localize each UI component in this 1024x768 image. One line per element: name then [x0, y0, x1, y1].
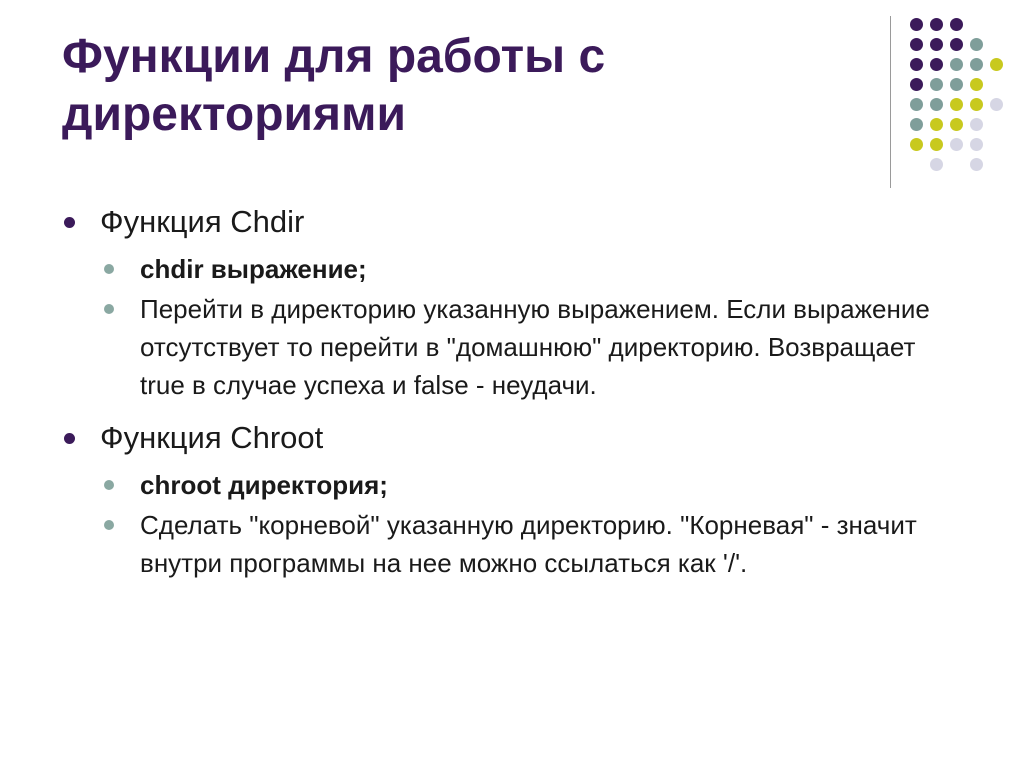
decorative-dot: [930, 58, 943, 71]
decorative-dot: [910, 78, 923, 91]
decorative-dot: [990, 58, 1003, 71]
decorative-dot: [910, 18, 923, 31]
decorative-dot: [910, 138, 923, 151]
decorative-dot: [930, 138, 943, 151]
decorative-dot-grid: [900, 14, 1020, 174]
decorative-dot: [950, 98, 963, 111]
bullet-icon: [104, 480, 114, 490]
list-item-text: Сделать "корневой" указанную директорию. "Корневая" - значит внутри программы на нее можно ссылаться как '/'.: [140, 510, 917, 578]
decorative-dot: [950, 58, 963, 71]
list-item-chroot-description: [100, 506, 960, 582]
list-item-text: chdir выражение;: [140, 254, 367, 284]
section-heading-chdir: [62, 200, 962, 244]
decorative-dot: [950, 18, 963, 31]
decorative-dot: [950, 118, 963, 131]
decorative-dot: [970, 58, 983, 71]
decorative-dot: [930, 78, 943, 91]
section-heading-text: Функция Chroot: [100, 420, 324, 455]
section-heading-chroot: [62, 416, 962, 460]
list-item-chdir-description: [100, 290, 960, 404]
bullet-icon: [64, 433, 75, 444]
decorative-dot: [950, 138, 963, 151]
bullet-icon: [104, 264, 114, 274]
list-item-text: Перейти в директорию указанную выражением. Если выражение отсутствует то перейти в "домашнюю" директорию. Возвращает true в случае успеха и false - неудачи.: [140, 294, 930, 400]
list-item-text: chroot директория;: [140, 470, 388, 500]
bullet-icon: [64, 217, 75, 228]
decorative-dot: [970, 38, 983, 51]
decorative-dot: [930, 118, 943, 131]
bullet-icon: [104, 520, 114, 530]
decorative-dot: [910, 38, 923, 51]
decorative-dot: [950, 38, 963, 51]
decorative-dot: [930, 18, 943, 31]
decorative-dot: [910, 118, 923, 131]
decorative-dot: [950, 78, 963, 91]
decorative-dot: [970, 118, 983, 131]
decorative-dot: [930, 38, 943, 51]
slide-content: [62, 200, 962, 584]
list-item-chdir-syntax: [100, 250, 960, 288]
title-divider-line: [890, 16, 891, 188]
decorative-dot: [970, 158, 983, 171]
decorative-dot: [930, 98, 943, 111]
decorative-dot: [970, 78, 983, 91]
bullet-icon: [104, 304, 114, 314]
decorative-dot: [970, 98, 983, 111]
slide-title: Функции для работы с директориями: [62, 30, 606, 141]
section-heading-text: Функция Chdir: [100, 204, 305, 239]
decorative-dot: [910, 98, 923, 111]
decorative-dot: [930, 158, 943, 171]
decorative-dot: [990, 98, 1003, 111]
decorative-dot: [910, 58, 923, 71]
list-item-chroot-syntax: [100, 466, 960, 504]
decorative-dot: [970, 138, 983, 151]
